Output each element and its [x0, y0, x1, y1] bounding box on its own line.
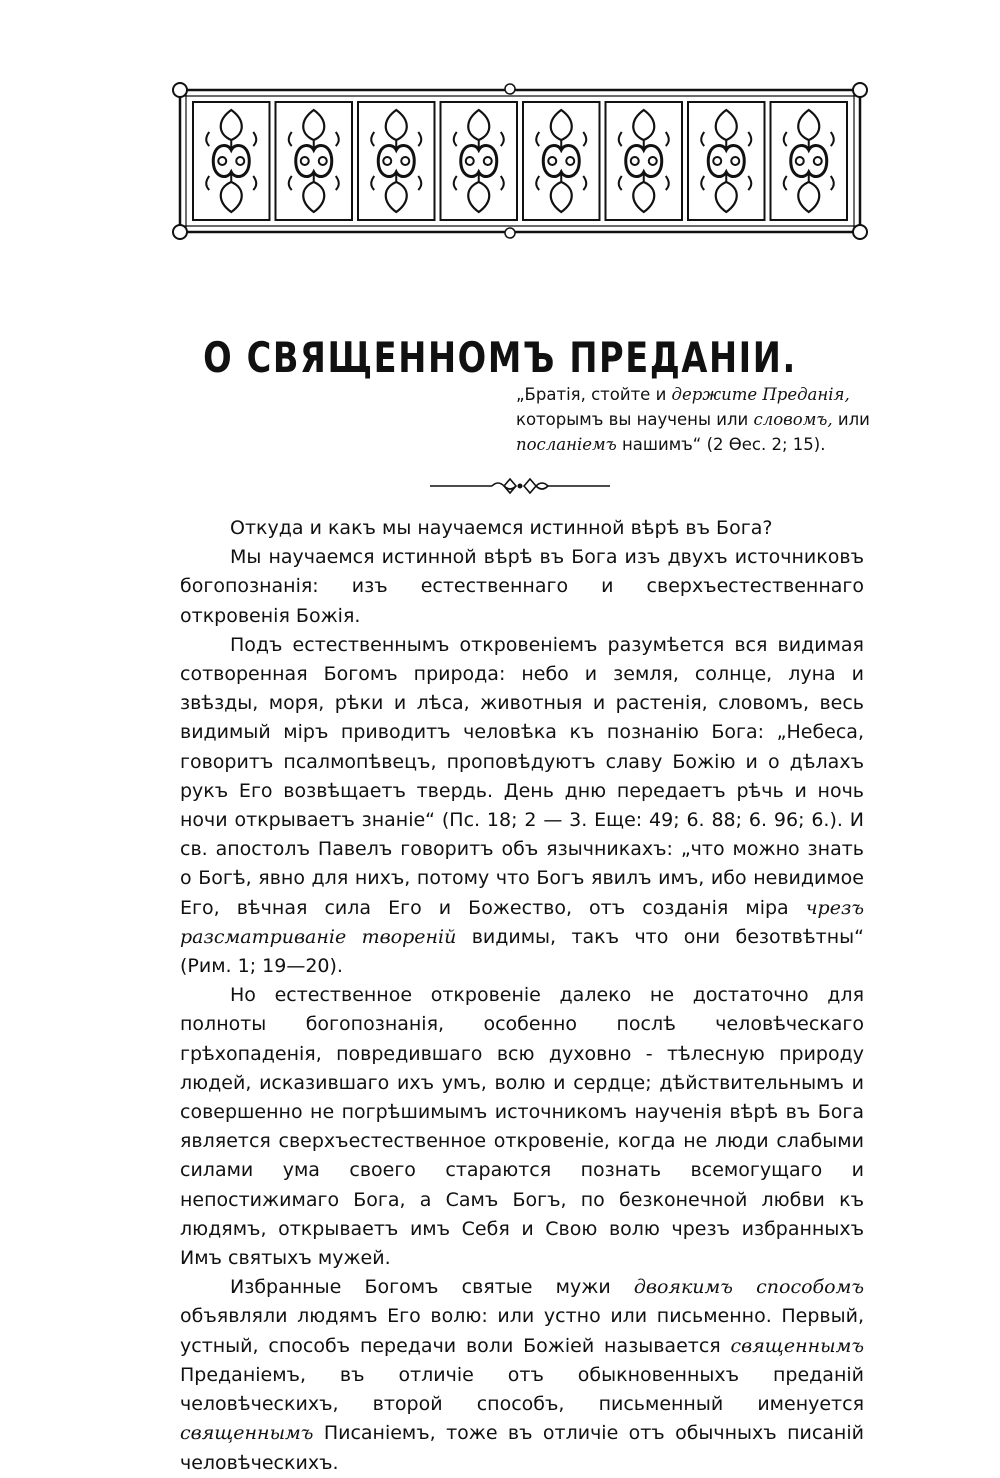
epigraph-italic: словомъ,: [753, 410, 833, 429]
scroll-leaf-icon: [798, 110, 819, 212]
paragraph-italic: священнымъ: [180, 1422, 314, 1445]
ornament-frame: [178, 88, 862, 234]
scroll-curl-icon: [466, 157, 474, 165]
epigraph-italic: посланіемъ: [516, 435, 617, 454]
corner-curl-icon: [853, 225, 867, 239]
answer-paragraph: Мы научаемся истинной вѣрѣ въ Бога изъ двухъ источниковъ богопознанія: изъ естественнаго и сверхъестественнаго откровенія Божія.: [180, 546, 864, 627]
scroll-curl-icon: [713, 157, 721, 165]
bottom-curl-icon: [505, 228, 515, 238]
epigraph-text: „Братія, стойте и: [516, 385, 672, 404]
epigraph-text: нашимъ“ (2 Ѳес. 2; 15).: [616, 435, 826, 454]
paragraph-text: Преданіемъ, въ отличіе отъ обыкновенныхъ преданій человѣческихъ, второй способъ, письменный именуется: [180, 1363, 864, 1416]
paragraph-text: Подъ естественнымъ откровеніемъ разумѣется вся видимая сотворенная Богомъ природа: небо и земля, солнце, луна и звѣзды, моря, рѣки и лѣса, животныя и растенія, словомъ, весь видимый міръ приводитъ человѣка къ познанію Бога: „Небеса, говоритъ псалмопѣвецъ, проповѣдуютъ славу Божію и о дѣлахъ рукъ Его возвѣщаетъ твердь. День дню передаетъ рѣчь и ночь ночи открываетъ знаніе“ (Пс. 18; 2 — 3. Еще: 49; 6. 88; 6. 96; 6.). И св. апостолъ Павелъ говоритъ объ язычникахъ: „что можно знать о Богѣ, явно для нихъ, потому что Богъ явилъ имъ, ибо невидимое Его, вѣчная сила Его и Божество, отъ созданія міра: [180, 633, 864, 919]
ornament-panel: [523, 102, 600, 220]
scroll-curl-icon: [383, 157, 391, 165]
scroll-curl-icon: [631, 157, 639, 165]
epigraph-text: или: [832, 410, 870, 429]
paragraph-italic: священнымъ: [730, 1334, 864, 1357]
scroll-curl-icon: [401, 157, 409, 165]
page-title: О СВЯЩЕННОМЪ ПРЕДАНІИ.: [203, 333, 797, 382]
ornament-panel: [771, 102, 848, 220]
header-ornament: [170, 80, 870, 242]
ornament-panel: [606, 102, 683, 220]
scroll-curl-icon: [236, 157, 244, 165]
corner-curl-icon: [853, 83, 867, 97]
epigraph-text: которымъ вы научены или: [516, 410, 754, 429]
paragraph-text: видимы, такъ что они безотвѣтны“ (Рим. 1; 19—20).: [180, 925, 864, 978]
section-divider: [430, 474, 610, 498]
epigraph-italic: держите Преданія,: [671, 385, 850, 404]
scroll-curl-icon: [319, 157, 327, 165]
paragraph-italic: двоякимъ способомъ: [633, 1276, 864, 1299]
paragraph-tradition: [180, 1273, 864, 1477]
scroll-curl-icon: [218, 157, 226, 165]
top-curl-icon: [505, 84, 515, 94]
ornament-panel: [358, 102, 435, 220]
scroll-leaf-icon: [386, 110, 407, 212]
scroll-leaf-icon: [468, 110, 489, 212]
divider-flourish-icon: [430, 474, 610, 498]
corner-curl-icon: [173, 225, 187, 239]
scroll-curl-icon: [731, 157, 739, 165]
scroll-curl-icon: [548, 157, 556, 165]
scroll-curl-icon: [484, 157, 492, 165]
scroll-curl-icon: [814, 157, 822, 165]
ornament-band-graphic: [170, 80, 870, 242]
scroll-leaf-icon: [716, 110, 737, 212]
scroll-leaf-icon: [551, 110, 572, 212]
scroll-curl-icon: [301, 157, 309, 165]
question-paragraph: Откуда и какъ мы научаемся истинной вѣрѣ въ Бога?: [230, 517, 773, 539]
paragraph-text: объявляли людямъ Его волю: или устно или письменно. Первый, устный, способъ передачи воли Божіей называется: [180, 1305, 864, 1357]
ornament-panel: [688, 102, 765, 220]
epigraph: [516, 382, 868, 457]
scroll-leaf-icon: [303, 110, 324, 212]
scroll-curl-icon: [566, 157, 574, 165]
ornament-panel: [441, 102, 518, 220]
paragraph-text: Писаніемъ, тоже въ отличіе отъ обычныхъ писаній человѣческихъ.: [180, 1422, 864, 1474]
ornament-inner-frame: [184, 94, 856, 228]
paragraph-supernatural-revelation: Но естественное откровеніе далеко не достаточно для полноты богопознанія, особенно послѣ человѣческаго грѣхопаденія, повредившаго всю духовно - тѣлесную природу людей, исказившаго ихъ умъ, волю и сердце; дѣйствительнымъ и совершенно не погрѣшимымъ источникомъ наученія вѣрѣ въ Бога является сверхъестественное откровеніе, когда не люди слабыми силами ума своего стараются познать всемогущаго и непостижимаго Бога, а Самъ Богъ, по безконечной любви къ людямъ, открываетъ имъ Себя и Свою волю чрезъ избранныхъ Имъ святыхъ мужей.: [180, 984, 864, 1270]
ornament-panel: [193, 102, 270, 220]
corner-curl-icon: [173, 83, 187, 97]
paragraph-natural-revelation: [180, 631, 864, 981]
scroll-curl-icon: [649, 157, 657, 165]
scroll-leaf-icon: [221, 110, 242, 212]
paragraph-text: Избранные Богомъ святые мужи: [230, 1276, 634, 1299]
scroll-leaf-icon: [633, 110, 654, 212]
body-text: [180, 514, 864, 1478]
paragraph-italic: чрезъ разсматриваніе твореній: [180, 896, 864, 948]
ornament-panel: [276, 102, 353, 220]
scroll-curl-icon: [796, 157, 804, 165]
